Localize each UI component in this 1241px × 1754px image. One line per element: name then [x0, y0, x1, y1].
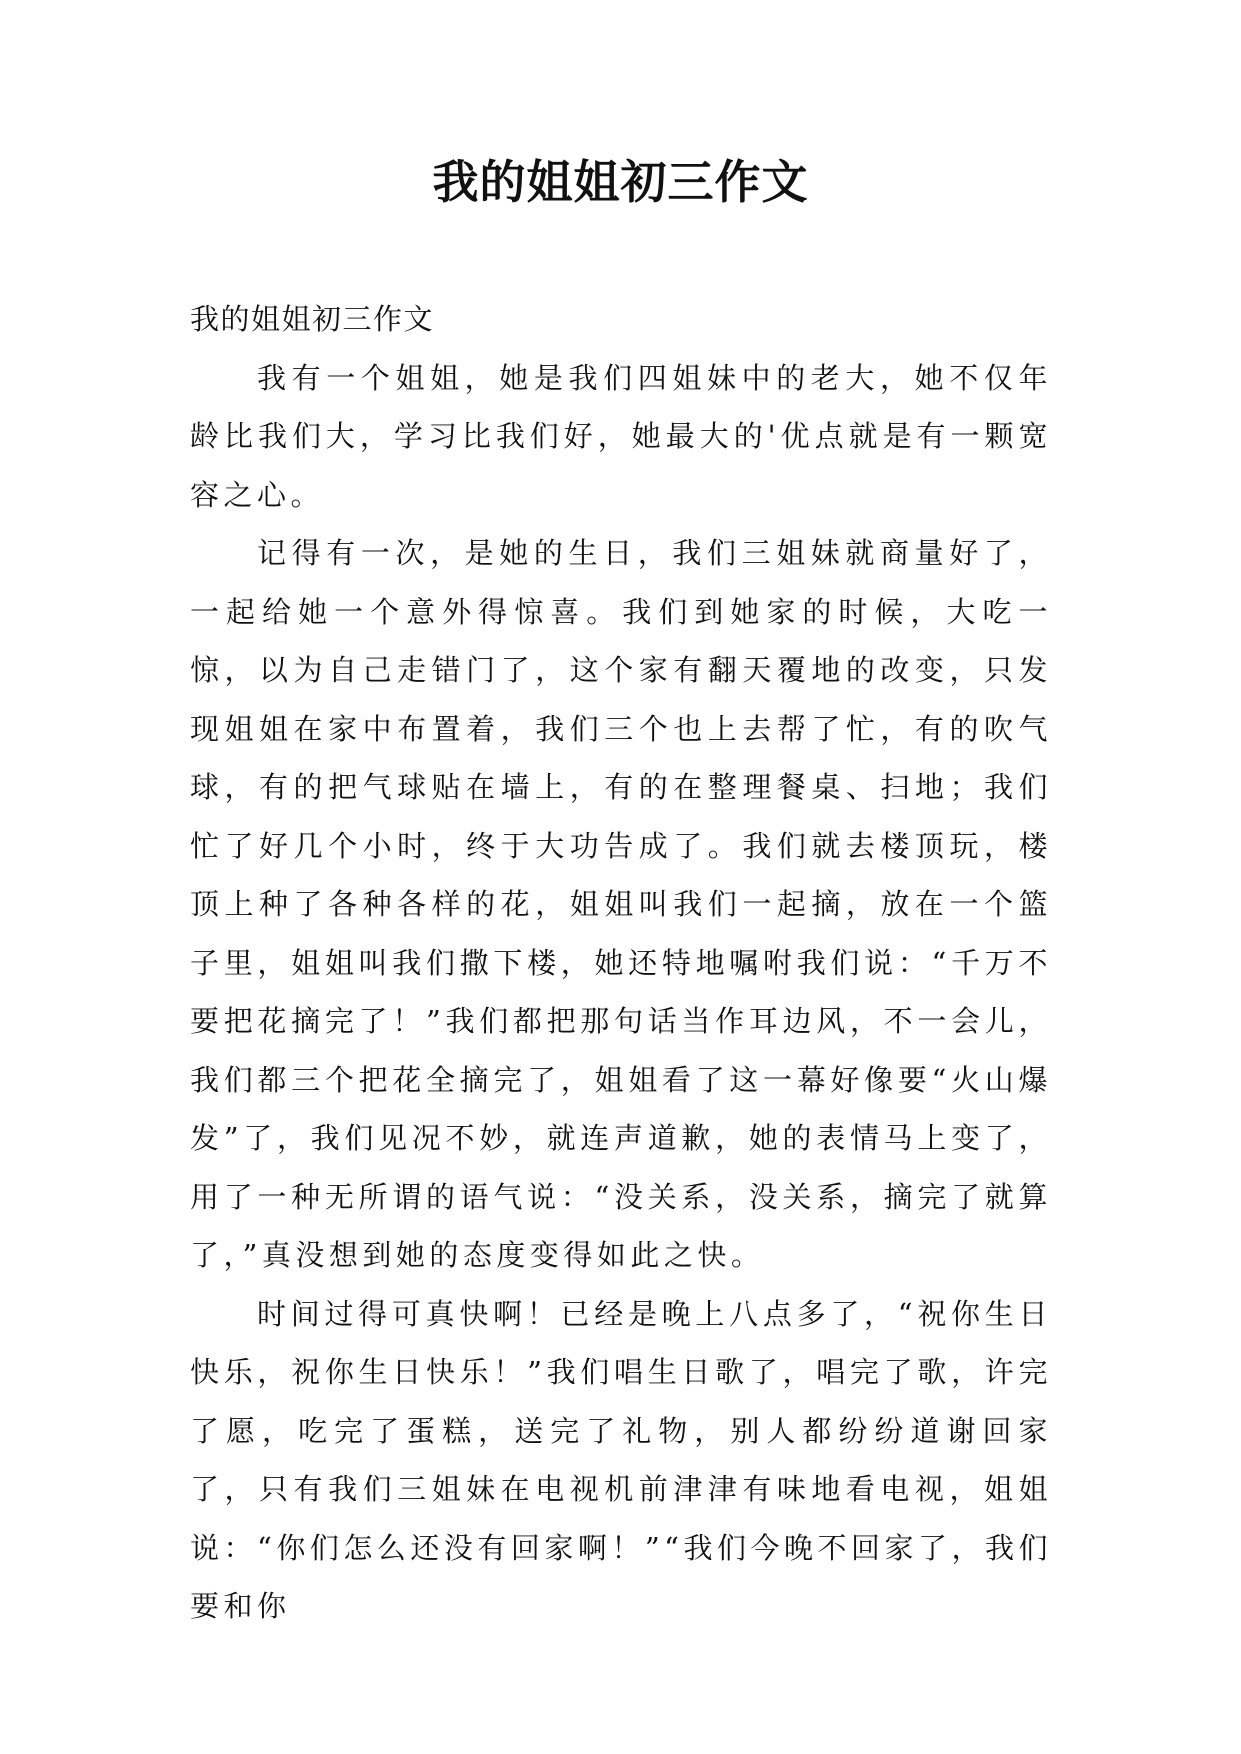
document-subtitle: 我的姐姐初三作文 [190, 302, 435, 336]
paragraph-3: 时间过得可真快啊！已经是晚上八点多了，“祝你生日快乐，祝你生日快乐！”我们唱生日歌了，唱完了歌，许完了愿，吃完了蛋糕，送完了礼物，别人都纷纷道谢回家了，只有我们三姐妹在电视机前津津有味地看电视，姐姐说：“你们怎么还没有回家啊！”“我们今晚不回家了，我们要和你 [190, 1296, 1052, 1623]
document-title: 我的姐姐初三作文 [432, 155, 809, 209]
paragraph-1: 我有一个姐姐，她是我们四姐妹中的老大，她不仅年龄比我们大，学习比我们好，她最大的'优点就是有一颗宽容之心。 [190, 360, 1052, 512]
document-body [190, 290, 1052, 1636]
paragraph-2: 记得有一次，是她的生日，我们三姐妹就商量好了，一起给她一个意外得惊喜。我们到她家的时候，大吃一惊，以为自己走错门了，这个家有翻天覆地的改变，只发现姐姐在家中布置着，我们三个也上去帮了忙，有的吹气球，有的把气球贴在墙上，有的在整理餐桌、扫地；我们忙了好几个小时，终于大功告成了。我们就去楼顶玩，楼顶上种了各种各样的花，姐姐叫我们一起摘，放在一个篮子里，姐姐叫我们撒下楼，她还特地嘱咐我们说：“千万不要把花摘完了！”我们都把那句话当作耳边风，不一会儿，我们都三个把花全摘完了，姐姐看了这一幕好像要“火山爆发”了，我们见况不妙，就连声道歉，她的表情马上变了，用了一种无所谓的语气说：“没关系，没关系，摘完了就算了，”真没想到她的态度变得如此之快。 [190, 536, 1052, 1272]
